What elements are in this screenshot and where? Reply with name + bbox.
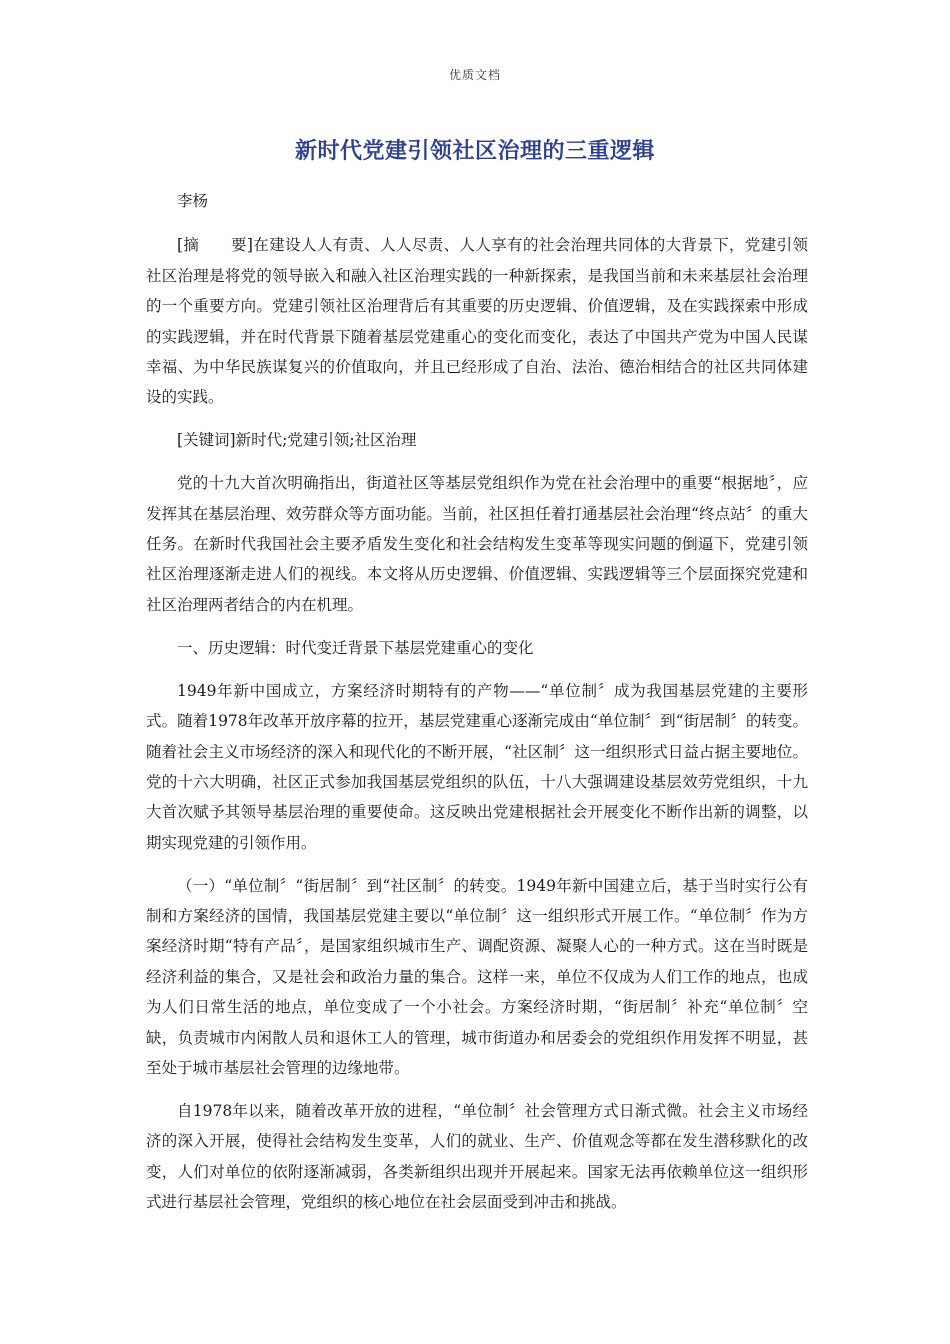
section-heading: 一、历史逻辑：时代变迁背景下基层党建重心的变化 xyxy=(177,638,534,657)
author-name: 李杨 xyxy=(177,192,209,210)
keywords-paragraph: [关键词]新时代;党建引领;社区治理 xyxy=(177,431,417,450)
page-header: 优质文档 xyxy=(448,68,501,82)
abstract-paragraph: [摘 要]在建设人人有责、人人尽责、人人享有的社会治理共同体的大背景下，党建引领社区治理是将党的领导嵌入和融入社区治理实践的一种新探索，是我国当前和未来基层社会治理的一个重要方向。党建引领社区治理背后有其重要的历史逻辑、价值逻辑，及在实践探索中形成的实践逻辑，并在时代背景下随着基层党建重心的变化而变化，表达了中国共产党为中国人民谋幸福、为中华民族谋复兴的价值取向，并且已经形成了自治、法治、德治相结合的社区共同体建设的实践。 xyxy=(146,236,808,407)
body-paragraph: 党的十九大首次明确指出，街道社区等基层党组织作为党在社会治理中的重要“根据地〞，应发挥其在基层治理、效劳群众等方面功能。当前，社区担任着打通基层社会治理“终点站〞的重大任务。在新时代我国社会主要矛盾发生变化和社会结构发生变革等现实问题的倒逼下，党建引领社区治理逐渐走进人们的视线。本文将从历史逻辑、价值逻辑、实践逻辑等三个层面探究党建和社区治理两者结合的内在机理。 xyxy=(146,474,808,614)
body-paragraph: （一）“单位制〞“街居制〞到“社区制〞的转变。1949年新中国建立后，基于当时实行公有制和方案经济的国情，我国基层党建主要以“单位制〞这一组织形式开展工作。“单位制〞作为方案经济时期“特有产品〞，是国家组织城市生产、调配资源、凝聚人心的一种方式。这在当时既是经济利益的集合，又是社会和政治力量的集合。这样一来，单位不仅成为人们工作的地点，也成为人们日常生活的地点，单位变成了一个小社会。方案经济时期，“街居制〞补充“单位制〞空缺，负责城市内闲散人员和退休工人的管理，城市街道办和居委会的党组织作用发挥不明显，甚至处于城市基层社会管理的边缘地带。 xyxy=(146,876,808,1078)
article-title: 新时代党建引领社区治理的三重逻辑 xyxy=(294,139,655,164)
article-body xyxy=(146,186,808,1230)
body-paragraph: 1949年新中国成立，方案经济时期特有的产物——“单位制〞成为我国基层党建的主要形式。随着1978年改革开放序幕的拉开，基层党建重心逐渐完成由“单位制〞到“街居制〞的转变。随着社会主义市场经济的深入和现代化的不断开展，“社区制〞这一组织形式日益占据主要地位。党的十六大明确，社区正式参加我国基层党组织的队伍，十八大强调建设基层效劳党组织，十九大首次赋予其领导基层治理的重要使命。这反映出党建根据社会开展变化不断作出新的调整，以期实现党建的引领作用。 xyxy=(146,681,808,852)
body-paragraph: 自1978年以来，随着改革开放的进程，“单位制〞社会管理方式日渐式微。社会主义市场经济的深入开展，使得社会结构发生变革，人们的就业、生产、价值观念等都在发生潜移默化的改变，人们对单位的依附逐渐减弱，各类新组织出现并开展起来。国家无法再依赖单位这一组织形式进行基层社会管理，党组织的核心地位在社会层面受到冲击和挑战。 xyxy=(146,1101,808,1212)
